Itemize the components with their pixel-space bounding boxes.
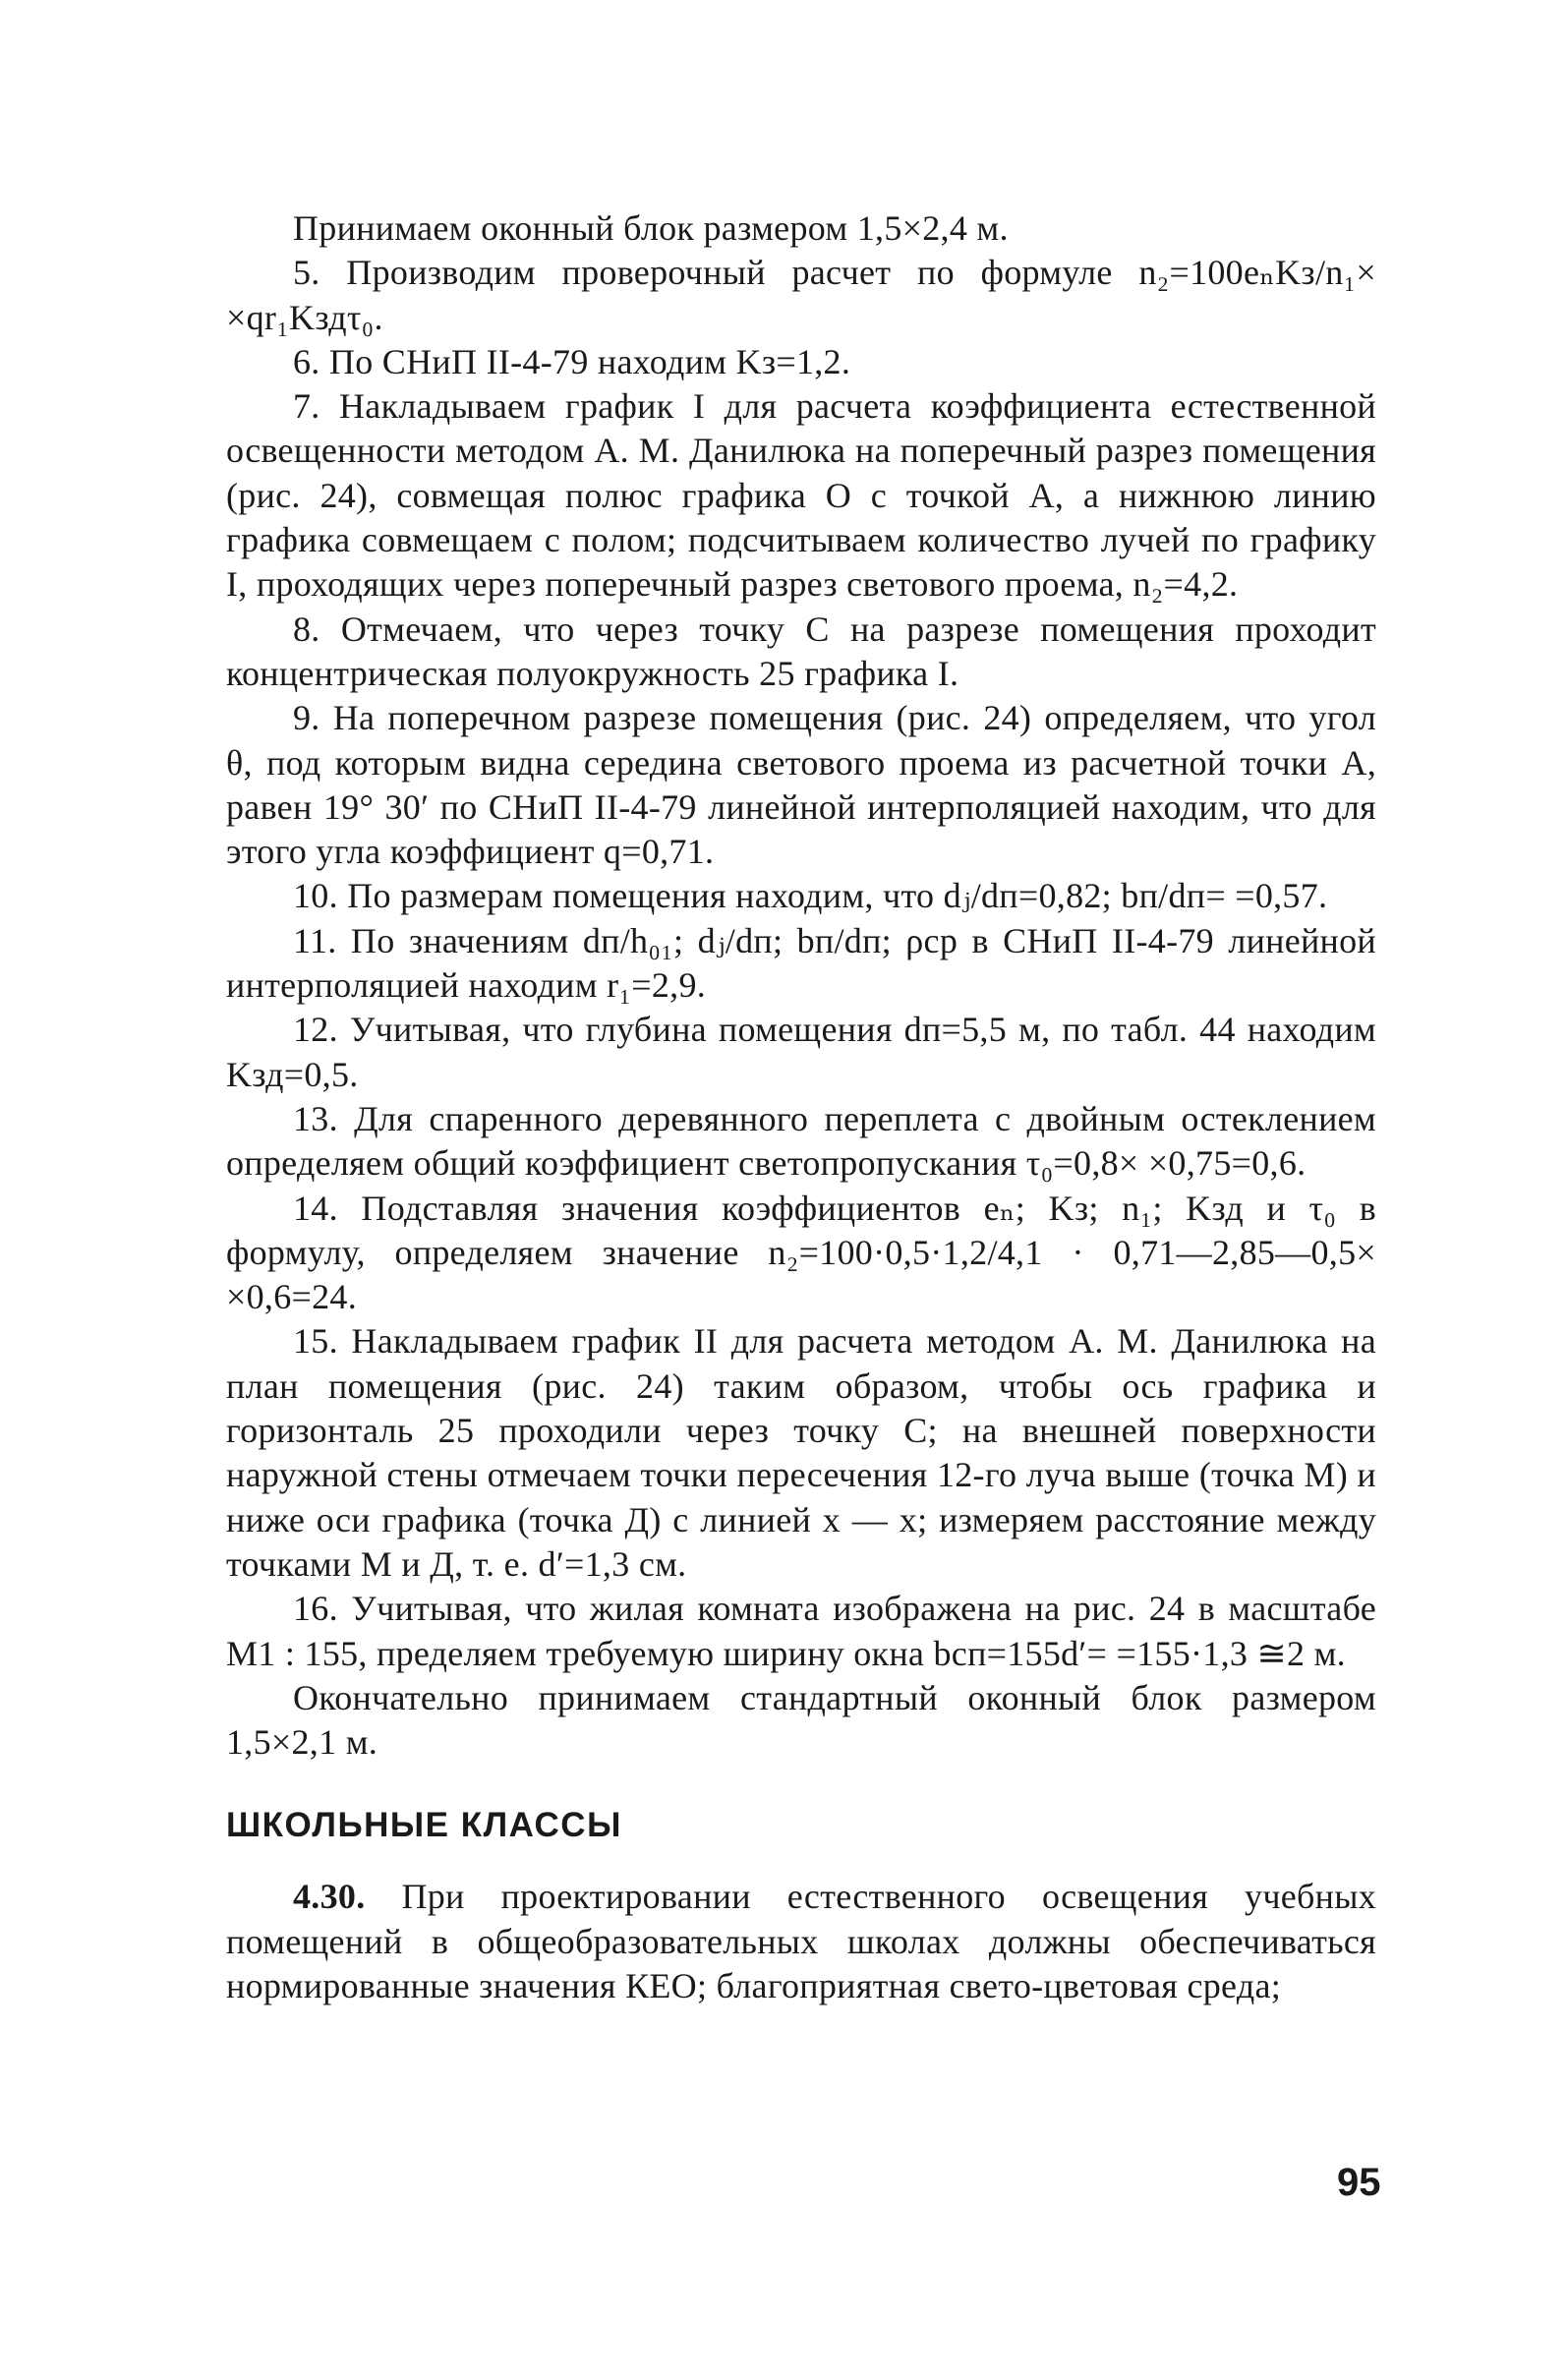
paragraph-13: 13. Для спаренного деревянного переплета с двойным остеклением определяем общий коэффициент светопропускания τ₀=0,8× ×0,75=0,6. [226,1098,1376,1184]
paragraph-window-block: Принимаем оконный блок размером 1,5×2,4 м. [293,208,1009,248]
paragraph-12: 12. Учитывая, что глубина помещения dп=5,5 м, по табл. 44 находим Kзд=0,5. [226,1010,1376,1094]
paragraph-14: 14. Подставляя значения коэффициентов eₙ; Kз; n₁; Kзд и τ₀ в формулу, определяем значение n₂=100·0,5·1,2/4,1 · 0,71—2,85—0,5× ×0,6=24. [226,1188,1376,1317]
paragraph-9: 9. На поперечном разрезе помещения (рис. 24) определяем, что угол θ, под которым видна середина светового проема из расчетной точки A, равен 19° 30′ по СНиП II-4-79 линейной интерполяцией находим, что для этого угла коэффициент q=0,71. [226,698,1376,872]
paragraph-list [226,206,1376,1765]
paragraph-11: 11. По значениям dп/h₀₁; dⱼ/dп; bп/dп; ρср в СНиП II-4-79 линейной интерполяцией находим r₁=2,9. [226,920,1376,1006]
paragraph-8: 8. Отмечаем, что через точку C на разрезе помещения проходит концентрическая полуокружность 25 графика I. [226,609,1376,693]
paragraph-10: 10. По размерам помещения находим, что dⱼ/dп=0,82; bп/dп= =0,57. [293,876,1328,916]
paragraph-number: 4.30. [293,1877,366,1917]
paragraph-4-30-text: При проектировании естественного освещения учебных помещений в общеобразовательных школах должны обеспечиваться нормированные значения КЕО; благоприятная свето-цветовая среда; [226,1877,1376,2005]
paragraph-6: 6. По СНиП II-4-79 находим Kз=1,2. [293,341,851,381]
page-number: 95 [1337,2161,1381,2204]
paragraph-7: 7. Накладываем график I для расчета коэффициента естественной освещенности методом А. М. Данилюка на поперечный разрез помещения (рис. 24), совмещая полюс графика O с точкой A, а нижнюю линию графика совмещаем с полом; подсчитываем количество лучей по графику I, проходящих через поперечный разрез светового проема, n₂=4,2. [226,386,1376,605]
paragraph-final: Окончательно принимаем стандартный оконный блок размером 1,5×2,1 м. [226,1677,1376,1763]
paragraph-5: 5. Производим проверочный расчет по формуле n₂=100eₙKз/n₁× ×qr₁Kздτ₀. [226,253,1376,337]
paragraph-15: 15. Накладываем график II для расчета методом А. М. Данилюка на план помещения (рис. 24) таким образом, чтобы ось графика и горизонталь 25 проходили через точку C; на внешней поверхности наружной стены отмечаем точки пересечения 12-го луча выше (точка M) и ниже оси графика (точка Д) с линией x — x; измеряем расстояние между точками M и Д, т. е. d′=1,3 см. [226,1321,1376,1584]
section-heading: ШКОЛЬНЫЕ КЛАССЫ [226,1806,622,1845]
paragraph-4-30 [226,1875,1376,2008]
document-page [226,206,1376,2008]
paragraph-16: 16. Учитывая, что жилая комната изображена на рис. 24 в масштабе M1 : 155, пределяем требуемую ширину окна bсп=155d′= =155·1,3 ≅2 м. [226,1589,1376,1673]
